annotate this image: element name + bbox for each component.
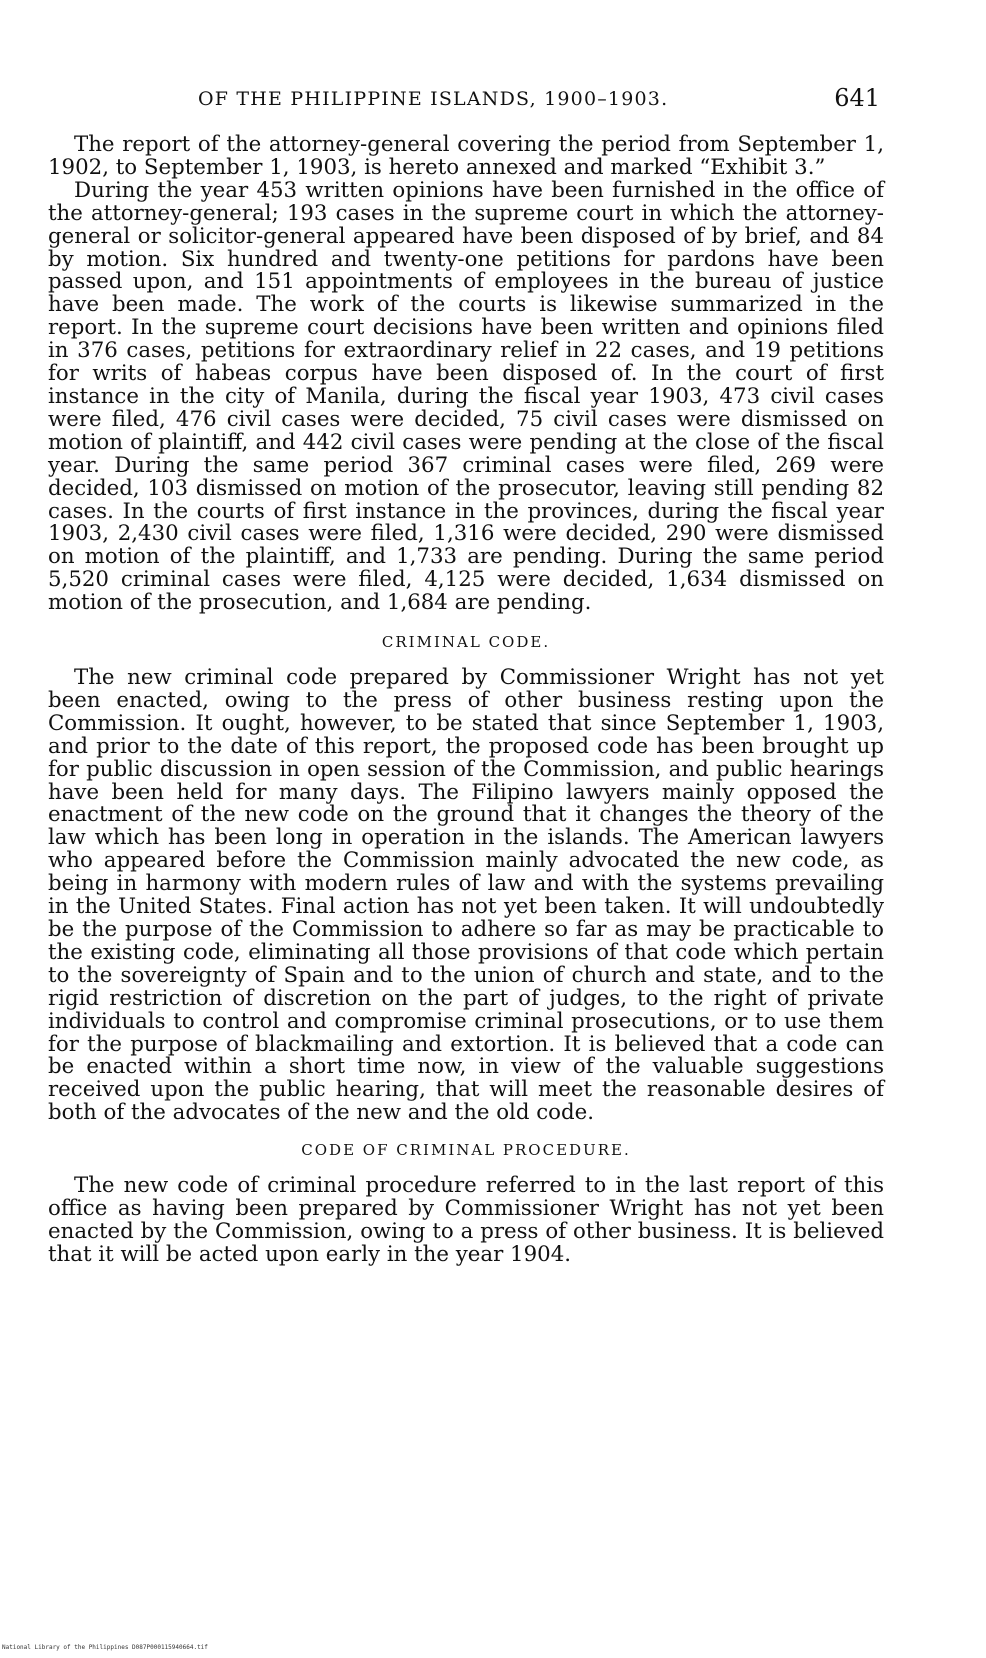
running-title: OF THE PHILIPPINE ISLANDS, 1900–1903. xyxy=(198,88,669,110)
body-text xyxy=(48,134,884,1267)
page-number: 641 xyxy=(834,84,880,112)
scan-source-note: National Library of the Philippines D087P000115940664.tif xyxy=(2,1644,208,1651)
section-heading-criminal-procedure: CODE OF CRIMINAL PROCEDURE. xyxy=(301,1141,631,1160)
section-heading-criminal-code: CRIMINAL CODE. xyxy=(381,633,551,652)
paragraph-court-statistics: During the year 453 written opinions have been furnished in the office of the attorney-general; 193 cases in the supreme court in which the attorney-general or solicitor-general appeared have been disposed of by brief, and 84 by motion. Six hundred and twenty-one petitions for pardons have been passed upon, and 151 appointments of employees in the bureau of justice have been made. The work of the courts is likewise summarized in the report. In the supreme court decisions have been written and opinions filed in 376 cases, petitions for extraordinary relief in 22 cases, and 19 petitions for writs of habeas corpus have been disposed of. In the court of first instance in the city of Manila, during the fiscal year 1903, 473 civil cases were filed, 476 civil cases were decided, 75 civil cases were dismissed on motion of plaintiff, and 442 civil cases were pending at the close of the fiscal year. During the same period 367 criminal cases were filed, 269 were decided, 103 dismissed on motion of the prosecutor, leaving still pending 82 cases. In the courts of first instance in the provinces, during the fiscal year 1903, 2,430 civil cases were filed, 1,316 were decided, 290 were dismissed on motion of the plaintiff, and 1,733 are pending. During the same period 5,520 criminal cases were filed, 4,125 were decided, 1,634 dismissed on motion of the prosecution, and 1,684 are pending. xyxy=(48,177,884,616)
running-header xyxy=(48,84,884,116)
paragraph-criminal-procedure: The new code of criminal procedure referred to in the last report of this office as having been prepared by Commissioner Wright has not yet been enacted by the Commission, owing to a press of other business. It is believed that it will be acted upon early in the year 1904. xyxy=(48,1173,884,1267)
paragraph-attorney-general-report: The report of the attorney-general covering the period from September 1, 1902, to September 1, 1903, is hereto annexed and marked “Exhibit 3.” xyxy=(48,132,884,180)
paragraph-criminal-code: The new criminal code prepared by Commissioner Wright has not yet been enacted, owing to the press of other business resting upon the Commission. It ought, however, to be stated that since September 1, 1903, and prior to the date of this report, the proposed code has been brought up for public discussion in open session of the Commission, and public hearings have been held for many days. The Filipino lawyers mainly opposed the enactment of the new code on the ground that it changes the theory of the law which has been long in operation in the islands. The American lawyers who appeared before the Commission mainly advocated the new code, as being in harmony with modern rules of law and with the systems prevailing in the United States. Final action has not yet been taken. It will undoubtedly be the purpose of the Commission to adhere so far as may be practicable to the existing code, eliminating all those provisions of that code which pertain to the sovereignty of Spain and to the union of church and state, and to the rigid restriction of discretion on the part of judges, to the right of private individuals to control and compromise criminal prosecutions, or to use them for the purpose of blackmailing and extortion. It is believed that a code can be enacted within a short time now, in view of the valuable suggestions received upon the public hearing, that will meet the reasonable desires of both of the advocates of the new and the old code. xyxy=(48,665,884,1126)
